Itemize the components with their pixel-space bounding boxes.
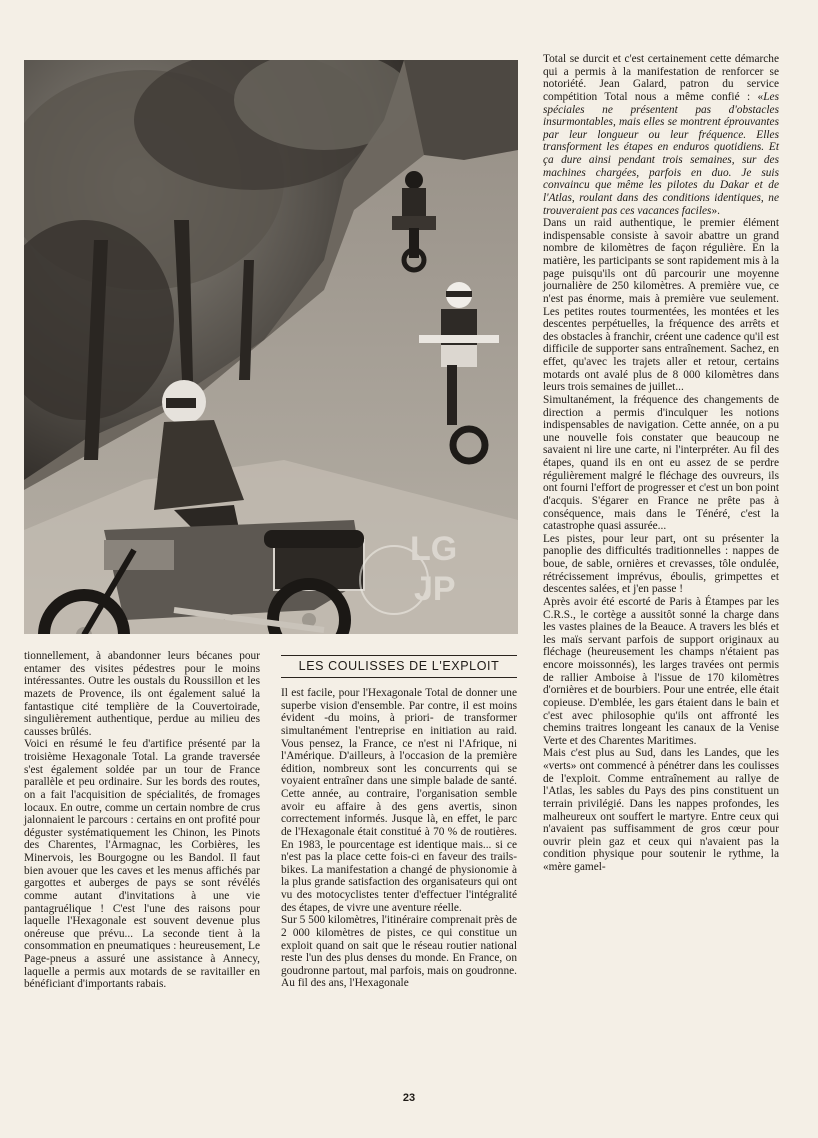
svg-text:LG: LG: [410, 530, 458, 568]
section-title: LES COULISSES DE L'EXPLOIT: [281, 655, 517, 678]
right-text-column: [543, 53, 779, 874]
motorcycle-trail-photo: [24, 60, 518, 634]
paragraph: Sur 5 500 kilomètres, l'itinéraire comprenait près de 2 000 kilomètres de pistes, ce qui constitue un exploit quand on sait que le réseau routier national reste l'un des plus denses du monde. En France, on goudronne partout, mal parfois, mais on goudronne. Au fil des ans, l'Hexagonale: [281, 914, 517, 990]
paragraph: Dans un raid authentique, le premier élément indispensable consiste à savoir abattre un grand nombre de kilomètres de façon régulière. En la matière, les participants se sont rapidement mis à la page puisqu'ils ont dû parcourir une moyenne journalière de 250 kilomètres. A première vue, ce n'est pas énorme, mais à première vue seulement. Les petites routes tourmentées, les montées et les descentes perpétuelles, la fréquence des arrêts et des obstacles à franchir, créent une cadence qu'il est difficile de supporter sans entraînement. Sachez, en effet, qu'avec les trajets aller et retour, certains motards ont avalé plus de 8 000 kilomètres dans leurs trois semaines de juillet...: [543, 217, 779, 394]
paragraph: Simultanément, la fréquence des changements de direction a permis d'inculquer les notions indispensables de navigation. Cette année, on a pu une nouvelle fois constater que beaucoup ne savaient ni lire une carte, ni l'interpréter. Au fil des étapes, quand ils en ont eu assez de se perdre régulièrement malgré le fléchage des ouvreurs, ils ont fourni l'effort de progresser et c'est un bon point d'acquis. S'égarer en France ne prête pas à conséquence, mais dans le Ténéré, c'est la catastrophe quasi assurée...: [543, 393, 779, 533]
quote-intro: Total se durcit et c'est certainement cette démarche qui a permis à la manifestation de renforcer se notoriété. Jean Galard, patron du service compétition Total nous a même confié : «: [543, 53, 779, 103]
paragraph: Les pistes, pour leur part, ont su présenter la panoplie des difficultés traditionnelles : nappes de boue, de sable, ornières et crevasses, tôle ondulée, rétrécissement imprévus, éboulis, grimpettes et descentes salées, et j'en passe !: [543, 532, 779, 596]
page-number: 23: [402, 1092, 416, 1104]
quote-end: ».: [711, 204, 720, 217]
paragraph: Mais c'est plus au Sud, dans les Landes, que les «verts» ont commencé à pénétrer dans les coulisses de l'exploit. Comme entraînement au rallye de l'Atlas, les sables du Pays des pins constituent un terrain privilégié. Dans les nappes profondes, les malheureux ont souffert le martyre. Entre ceux qui n'avaient pas suffisamment de gros cœur pour ouvrir plein gaz et ceux qui n'avaient pas la condition physique pour soutenir le rythme, la «mère gamel-: [543, 747, 779, 873]
paragraph: Il est facile, pour l'Hexagonale Total de donner une superbe vision d'ensemble. Par contre, il est moins évident -du moins, à priori- de transformer simultanément l'entreprise en initiation au raid. Vous pensez, la France, ce n'est ni l'Afrique, ni l'Amérique. D'ailleurs, à l'occasion de la première édition, nombreux sont les concurrents qui se voyaient entraîner dans une simple balade de santé. Cette année, au contraire, l'organisation semble avoir eu affaire à des gens avertis, sinon correctement informés. Jusque là, en effet, le parc de l'Hexagonale était constitué à 70 % de routières. En 1983, le pourcentage est identique mais... si ce n'est pas la place cette fois-ci en faveur des trails-bikes. La manifestation a changé de physionomie à la plus grande satisfaction des organisateurs qui ont vu des motocyclistes tenter d'effectuer l'intégralité des étapes, de vivre une aventure réelle.: [281, 687, 517, 914]
paragraph: Après avoir été escorté de Paris à Étampes par les C.R.S., le cortège a aussitôt sonné la charge dans les vastes plaines de la Beauce. A travers les blés et les maïs servant parfois de support originaux au fléchage (heureusement les champs n'étaient pas encore moissonnés), les larges travées ont permis de rallier Amboise à l'issue de 170 kilomètres d'ornières et de bourbiers. Pour une entrée, elle était copieuse. D'emblée, les gars étaient dans le bain et c'est avec philosophie qu'ils ont affronté les chemins traitres longeant les canaux de la Venise Verte et des Charentes Maritimes.: [543, 595, 779, 747]
paragraph: Voici en résumé le feu d'artifice présenté par la troisième Hexagonale Total. La grande traversée s'est également soldée par un tour de France parallèle et peu ordinaire. Sur les bords des routes, on a fait l'acquisition de spécialités, de fromages locaux. En outre, comme un certain nombre de crus jalonnaient le parcours : certains en ont profité pour déguster systématiquement les Chinon, les Pinots des Charentes, l'Armagnac, les Corbières, les Minervois, les Bourgogne ou les Bandol. Il faut bien avouer que les caves et les menus affichés par gargottes et auberges de pays se sont révélés comme autant d'invitations à une vie pantagruélique ! C'est l'une des raisons pour laquelle l'Hexagonale est souvent devenue plus onéreuse que prévu... La seconde tient à la consommation en pneumatiques : heureusement, Le Page-pneus a assuré une assistance à Annecy, laquelle a permis aux motards de se ravitailler en bénéficiant d'importants rabais.: [24, 738, 260, 991]
svg-text:JP: JP: [414, 570, 456, 608]
middle-text-column: [281, 687, 517, 990]
left-text-column: [24, 650, 260, 991]
paragraph: tionnellement, à abandonner leurs bécanes pour entamer des visites pédestres pour le moins intéressantes. Outre les oustals du Roussillon et les mazets de Provence, ils ont également salué la fantastique cité templière de la Couvertoirade, singulièrement authentique, perdue au milieu des causses brûlés.: [24, 650, 260, 738]
quote: Les spéciales ne présentent pas d'obstacles insurmontables, mais elles se montrent éprouvantes par leur longueur ou leur fréquence. Elles transforment les étapes en enduros quotidiens. Et ça dure ainsi pendant trois semaines, sur des machines chargées, parfois en duo. Je suis convaincu que même les pilotes du Dakar et de l'Atlas, roulant dans des conditions identiques, ne trouveraient pas ces vacances faciles: [543, 90, 779, 217]
paragraph-with-quote: [543, 53, 779, 217]
